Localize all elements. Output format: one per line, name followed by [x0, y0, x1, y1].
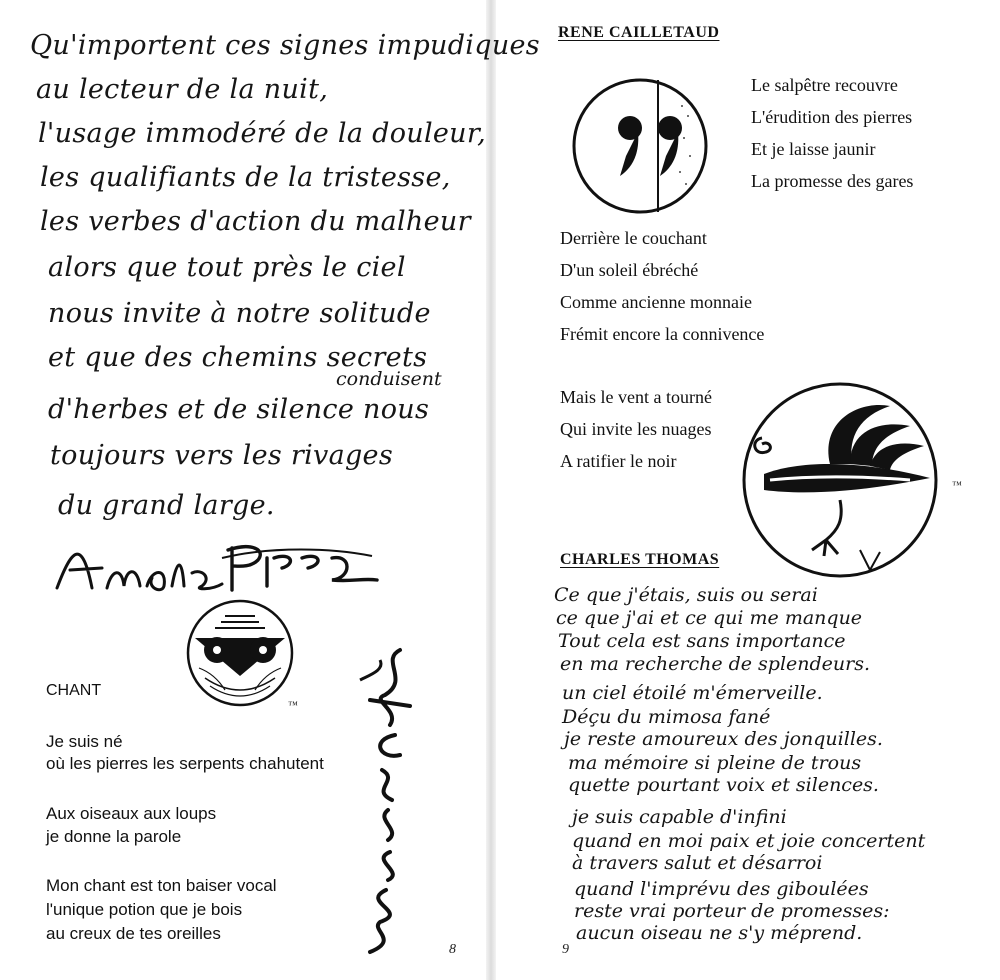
chant-line: Je suis né	[46, 732, 123, 751]
handwritten-line: ma mémoire si pleine de trous	[568, 752, 862, 774]
handwritten-line: toujours vers les rivages	[50, 440, 393, 471]
handwritten-line: d'herbes et de silence nous	[48, 394, 430, 425]
handwritten-line: nous invite à notre solitude	[48, 298, 431, 329]
poem-line: Mais le vent a tourné	[560, 387, 712, 407]
handwritten-line: je reste amoureux des jonquilles.	[564, 728, 883, 750]
handwritten-line: alors que tout près le ciel	[48, 252, 406, 283]
handwritten-line: quand l'imprévu des giboulées	[574, 878, 869, 900]
handwritten-line: Ce que j'étais, suis ou serai	[554, 584, 818, 606]
handwritten-line: à travers salut et désarroi	[572, 852, 823, 874]
handwritten-line: Qu'importent ces signes impudiques	[30, 30, 540, 61]
handwritten-insertion: conduisent	[336, 368, 442, 390]
comma-emblem-image	[570, 76, 710, 216]
handwritten-line: un ciel étoilé m'émerveille.	[562, 682, 823, 704]
handwritten-line: je suis capable d'infini	[572, 806, 787, 828]
book-gutter	[486, 0, 496, 980]
handwritten-line: l'usage immodéré de la douleur,	[38, 118, 486, 149]
poem-line: Comme ancienne monnaie	[560, 292, 752, 312]
chant-line: au creux de tes oreilles	[46, 924, 221, 943]
page-number: 9	[562, 942, 569, 957]
poem-line: Derrière le couchant	[560, 228, 707, 248]
poem-line: Frémit encore la connivence	[560, 324, 765, 344]
handwritten-line: Tout cela est sans importance	[558, 630, 846, 652]
bird-emblem-image	[740, 380, 940, 580]
handwritten-line: quand en moi paix et joie concertent	[572, 830, 926, 852]
handwritten-line: ce que j'ai et ce qui me manque	[556, 607, 863, 629]
handwritten-line: reste vrai porteur de promesses:	[574, 900, 890, 922]
handwritten-line: Déçu du mimosa fané	[562, 706, 771, 728]
handwritten-line: et que des chemins secrets	[48, 342, 428, 373]
signature-author-image	[52, 528, 382, 608]
handwritten-line: en ma recherche de splendeurs.	[560, 653, 871, 675]
poem-line: A ratifier le noir	[560, 451, 677, 471]
poem-title: CHANT	[46, 682, 102, 699]
poem-line: L'érudition des pierres	[751, 107, 913, 127]
signature-vertical-image	[340, 640, 430, 960]
chant-line: où les pierres les serpents chahutent	[46, 754, 324, 773]
handwritten-line: aucun oiseau ne s'y méprend.	[576, 922, 863, 944]
author-name: CHARLES THOMAS	[560, 551, 720, 568]
handwritten-line: les verbes d'action du malheur	[40, 206, 471, 237]
poem-line: La promesse des gares	[751, 171, 914, 191]
page-number: 8	[449, 942, 456, 957]
chant-line: je donne la parole	[46, 827, 182, 846]
handwritten-line: au lecteur de la nuit,	[36, 74, 329, 105]
chant-line: Mon chant est ton baiser vocal	[46, 876, 277, 895]
emblem-mark: ™	[952, 480, 962, 491]
chant-line: l'unique potion que je bois	[46, 900, 243, 919]
author-name: RENE CAILLETAUD	[558, 24, 720, 41]
handwritten-line: les qualifiants de la tristesse,	[40, 162, 451, 193]
poem-line: Et je laisse jaunir	[751, 139, 876, 159]
right-page	[496, 0, 1000, 980]
poem-line: D'un soleil ébréché	[560, 260, 699, 280]
emblem-mark: ™	[288, 700, 298, 711]
handwritten-line: du grand large.	[58, 490, 275, 521]
handwritten-line: quette pourtant voix et silences.	[568, 774, 879, 796]
owl-emblem-image	[185, 598, 295, 708]
chant-line: Aux oiseaux aux loups	[46, 804, 217, 823]
poem-line: Qui invite les nuages	[560, 419, 712, 439]
poem-line: Le salpêtre recouvre	[751, 75, 898, 95]
